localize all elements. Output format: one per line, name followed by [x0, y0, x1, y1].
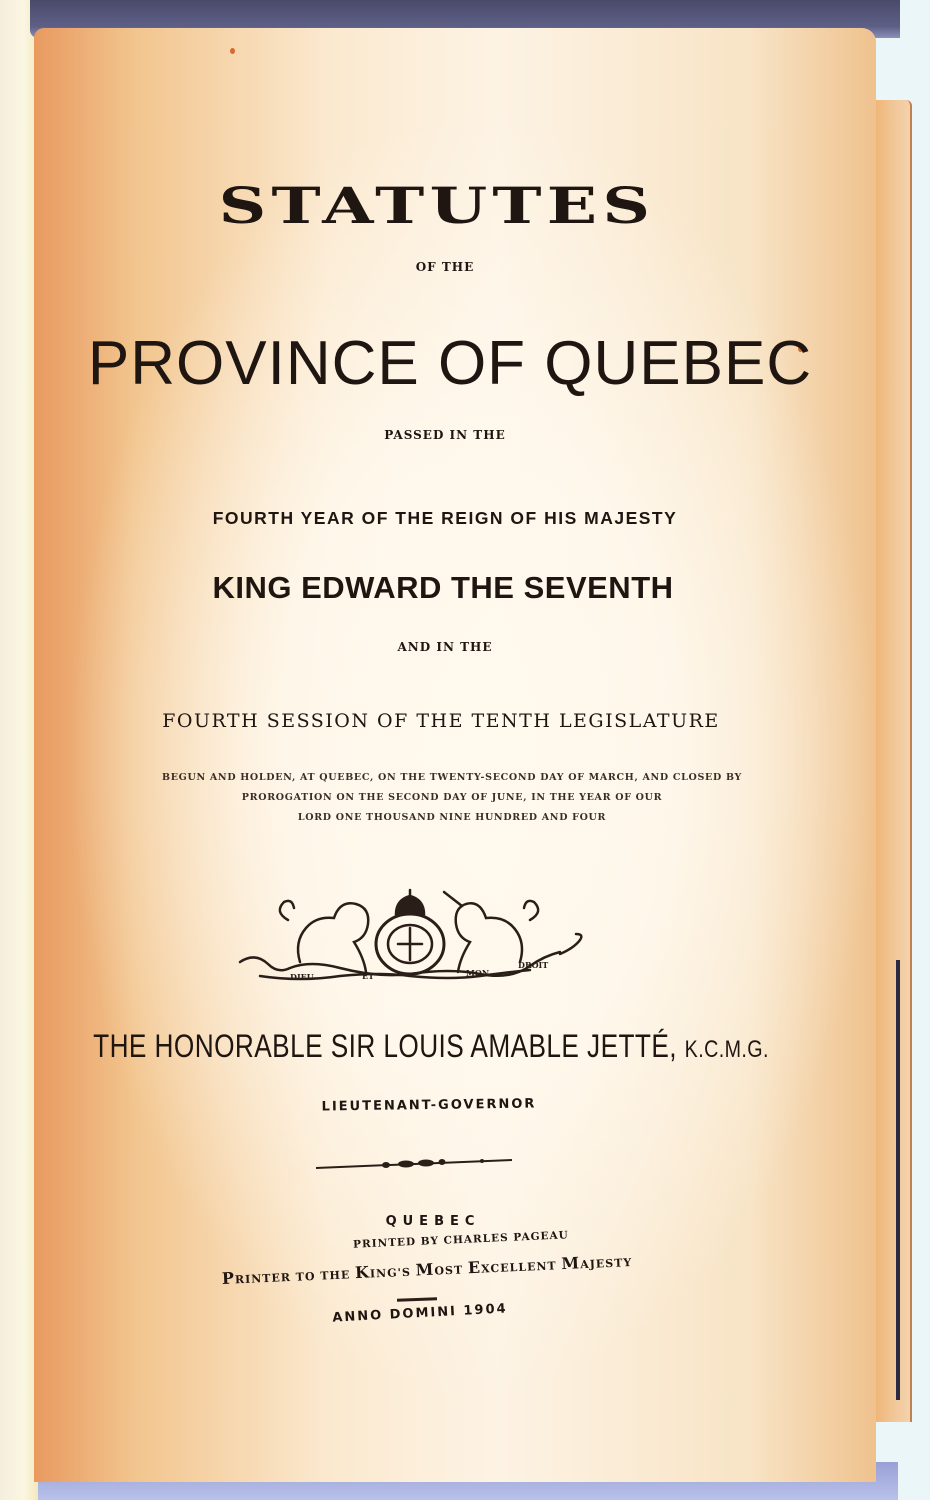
governor-honours: K.C.M.G. — [684, 1036, 769, 1063]
publication-year: ANNO DOMINI 1904 — [331, 1301, 508, 1326]
session-details — [31, 768, 873, 828]
motto-word: MON — [466, 968, 490, 978]
imprint-place: QUEBEC — [385, 1214, 481, 1229]
cover-spine-edge — [896, 960, 900, 1400]
printer-name: PRINTED BY CHARLES PAGEAU — [352, 1229, 570, 1251]
governor-office: LIEUTENANT-GOVERNOR — [321, 1096, 537, 1115]
session-detail-line: BEGUN AND HOLDEN, AT QUEBEC, ON THE TWENTY-SECOND DAY OF MARCH, AND CLOSED BY — [162, 772, 742, 783]
passed-in-the-label: PASSED IN THE — [384, 428, 506, 442]
book-title: STATUTES — [218, 176, 656, 235]
printer-title: PRINTER TO THE KING'S MOST EXCELLENT MAJESTY — [221, 1253, 633, 1288]
royal-coat-of-arms-icon — [230, 884, 590, 996]
motto-word: DROIT — [518, 960, 549, 970]
title-page — [34, 28, 876, 1482]
reign-line: FOURTH YEAR OF THE REIGN OF HIS MAJESTY — [212, 508, 678, 528]
paper-spot — [230, 48, 235, 54]
ornamental-rule-icon — [314, 1156, 514, 1172]
of-the-label: OF THE — [415, 260, 475, 274]
short-divider-rule — [397, 1297, 437, 1301]
motto-word: ET — [362, 971, 375, 981]
session-detail-line: PROROGATION ON THE SECOND DAY OF JUNE, IN THE YEAR OF OUR — [241, 792, 663, 803]
governor-name-text: THE HONORABLE SIR LOUIS AMABLE JETTÉ, — [93, 1028, 677, 1064]
and-in-the-label: AND IN THE — [397, 640, 493, 654]
province-heading: PROVINCE OF QUEBEC — [87, 329, 813, 398]
motto-word: DIEU — [290, 972, 314, 982]
session-detail-line: LORD ONE THOUSAND NINE HUNDRED AND FOUR — [297, 812, 607, 823]
monarch-name: KING EDWARD THE SEVENTH — [212, 570, 674, 605]
session-line: FOURTH SESSION OF THE TENTH LEGISLATURE — [162, 710, 720, 732]
lieutenant-governor-name — [86, 1028, 776, 1065]
